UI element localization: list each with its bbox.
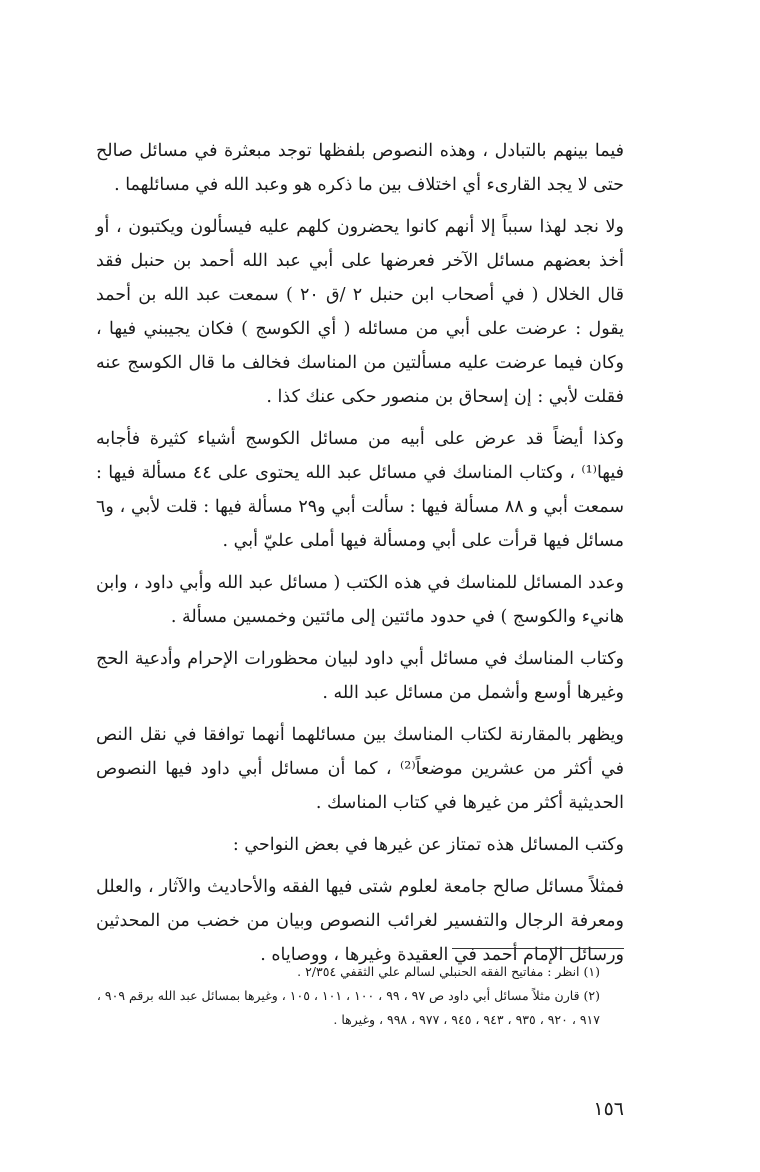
- footnote-1: (١) انظر : مفاتيح الفقه الحنبلي لسالم علي الثقفي ٢/٣٥٤ .: [297, 964, 600, 979]
- paragraph-5: وكتاب المناسك في مسائل أبي داود لبيان محظورات الإحرام وأدعية الحج وغيرها أوسع وأشمل من مسائل عبد الله .: [96, 649, 624, 703]
- paragraph-1: فيما بينهم بالتبادل ، وهذه النصوص بلفظها توجد مبعثرة في مسائل صالح حتى لا يجد القارىء أي اختلاف بين ما ذكره هو وعبد الله في مسائلهما .: [96, 141, 624, 195]
- footnotes: [92, 960, 626, 1032]
- main-text: [96, 134, 624, 980]
- paragraph-6: ويظهر بالمقارنة لكتاب المناسك بين مسائلهما أنهما توافقا في نقل النص في أكثر من عشرين موضعاً⁽²⁾ ، كما أن مسائل أبي داود فيها النصوص الحديثية أكثر من غيرها في كتاب المناسك .: [96, 725, 624, 813]
- paragraph-7: وكتب المسائل هذه تمتاز عن غيرها في بعض النواحي :: [232, 835, 624, 855]
- paragraph-4: وعدد المسائل للمناسك في هذه الكتب ( مسائل عبد الله وأبي داود ، وابن هانيء والكوسج ) في حدود مائتين إلى مائتين وخمسين مسألة .: [96, 573, 624, 627]
- paragraph-2: ولا نجد لهذا سبباً إلا أنهم كانوا يحضرون كلهم عليه فيسألون ويكتبون ، أو أخذ بعضهم مسائل الآخر فعرضها على أبي عبد الله أحمد بن حنبل فقد قال الخلال ( في أصحاب ابن حنبل ٢ /ق ٢٠ ) سمعت عبد الله بن أحمد يقول : عرضت على أبي من مسائله ( أي الكوسج ) فكان يجيبني فيها ، وكان فيما عرضت عليه مسألتين من المناسك فخالف ما قال الكوسج عنه فقلت لأبي : إن إسحاق بن منصور حكى عنك كذا .: [96, 217, 624, 407]
- paragraph-8: فمثلاً مسائل صالح جامعة لعلوم شتى فيها الفقه والأحاديث والآثار ، والعلل ومعرفة الرجال والتفسير لغرائب النصوص وبيان من خضب من المحدثين ورسائل الإمام أحمد في العقيدة وغيرها ، ووصاياه .: [96, 877, 624, 965]
- footnote-divider: [452, 948, 624, 949]
- footnote-2: (٢) قارن مثلاً مسائل أبي داود ص ٩٧ ، ٩٩ ، ١٠٠ ، ١٠١ ، ١٠٥ ، وغيرها بمسائل عبد الله برقم ٩٠٩ ، ٩١٧ ، ٩٢٠ ، ٩٣٥ ، ٩٤٣ ، ٩٤٥ ، ٩٧٧ ، ٩٩٨ ، وغيرها .: [96, 988, 600, 1027]
- page-number: ١٥٦: [593, 1098, 624, 1120]
- paragraph-3: وكذا أيضاً قد عرض على أبيه من مسائل الكوسج أشياء كثيرة فأجابه فيها⁽¹⁾ ، وكتاب المناسك في مسائل عبد الله يحتوى على ٤٤ مسألة فيها : سمعت أبي و ٨٨ مسألة فيها : سألت أبي و٢٩ مسألة فيها : قلت لأبي ، و٦ مسائل فيها قرأت على أبي ومسألة فيها أملى عليّ أبي .: [96, 429, 624, 551]
